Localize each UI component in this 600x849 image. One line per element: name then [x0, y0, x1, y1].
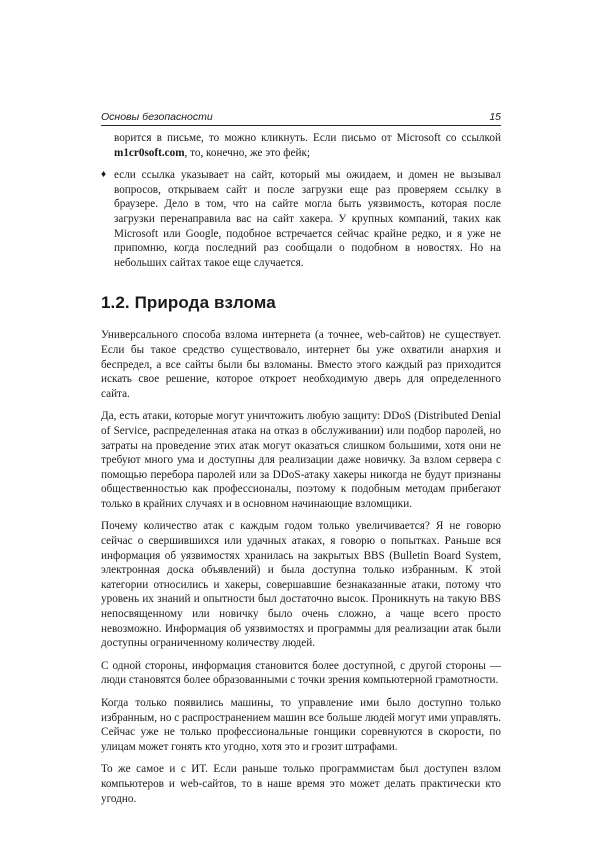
running-header	[101, 110, 501, 126]
section-heading: 1.2. Природа взлома	[101, 293, 276, 313]
paragraph-5: Когда только появились машины, то управление ими было доступно только избранным, но с распространением машин все больше людей могут ими управлять. Сейчас уже не только профессиональные гонщики соревнуются в скорости, по улицам может гонять кто угодно, хотя это и грозит штрафами.	[101, 697, 501, 753]
paragraph-1: Универсального способа взлома интернета (а точнее, web-сайтов) не существует. Если бы такое средство существовало, интернет бы уже охватили анархия и беспредел, а все сайты были бы взломаны. Вместо этого каждый раз приходится искать свое решение, которое откроет необходимую дверь для определенного сайта.	[101, 329, 501, 400]
header-rule	[101, 125, 501, 126]
paragraph-2: Да, есть атаки, которые могут уничтожить любую защиту: DDoS (Distributed Denial of Service, распределенная атака на отказ в обслуживании) или подбор паролей, но затраты на проведение этих атак могут оказаться слишком большими, хотя они не требуют много ума и доступны для реализации даже новичку. За взлом сервера с помощью перебора паролей или за DDoS-атаку хакеры никогда не будут признаны общественностью как профессионалы, поэтому к подобным методам прибегают только в крайних случаях и в основном начинающие взломщики.	[101, 410, 501, 510]
list-item	[101, 168, 501, 270]
continued-text-end: , то, конечно, же это фейк;	[184, 146, 310, 159]
paragraph-3: Почему количество атак с каждым годом только увеличивается? Я не говорю сейчас о свершившихся или удачных атаках, я говорю о попытках. Раньше вся информация об уязвимостях хранилась на закрытых BBS (Bulletin Board System, электронная доска объявлений) и была доступна только избранным. К этой категории относились и хакеры, совершавшие безнаказанные атаки, потому что уровень их знаний и опытности был достаточно высок. Проникнуть на такую BBS непосвященному или новичку было очень сложно, а чаще всего просто невозможно. Информация об уязвимостях и программы для реализации атак были доступны ограниченному количеству людей.	[101, 520, 501, 650]
paragraph-6: То же самое и с ИТ. Если раньше только программистам был доступен взлом компьютеров и web-сайтов, то в наше время это может делать практически кто угодно.	[101, 763, 501, 805]
fake-link-example: m1cr0soft.com	[114, 146, 185, 159]
continued-text-start: ворится в письме, то можно кликнуть. Если письмо от Microsoft со ссылкой	[114, 132, 501, 144]
continued-list-item	[101, 131, 501, 160]
paragraph-4: С одной стороны, информация становится более доступной, с другой стороны — люди становятся более образованными с точки зрения компьютерной грамотности.	[101, 659, 501, 687]
page-number: 15	[489, 111, 501, 123]
diamond-bullet-icon: ♦	[101, 169, 107, 181]
page-body	[101, 131, 501, 814]
running-header-title: Основы безопасности	[101, 111, 213, 123]
list-item-text: если ссылка указывает на сайт, который мы ожидаем, и домен не вызывал вопросов, открываем сайт и после загрузки еще раз проверяем ссылку в браузере. Дело в том, что на сайте могла быть уязвимость, которая после загрузки перенаправила вас на сайт хакера. У крупных компаний, таких как Microsoft или Google, подобное встречается сейчас крайне редко, и я уже не припомню, когда последний раз сообщали о подобном в новостях. Но на небольших сайтах такое еще случается.	[114, 169, 501, 269]
